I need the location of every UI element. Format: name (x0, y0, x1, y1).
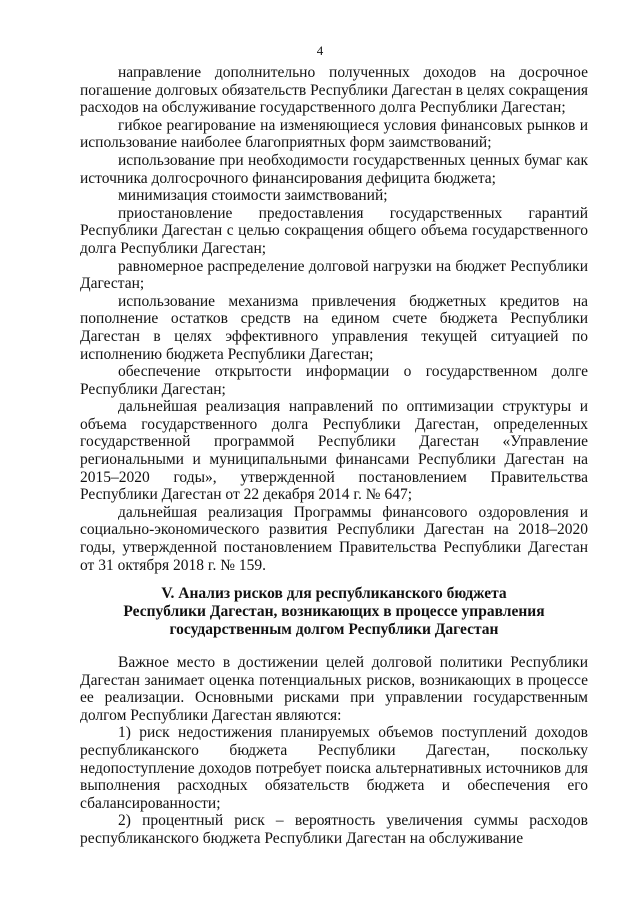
paragraph: обеспечение открытости информации о государственном долге Республики Дагестан; (80, 363, 588, 398)
paragraph: дальнейшая реализация Программы финансового оздоровления и социально-экономического развития Республики Дагестан на 2018–2020 годы, утвержденной постановлением Правительства Республики Дагестан от 31 октября 2018 г. № 159. (80, 503, 588, 574)
page-number: 4 (316, 43, 324, 58)
paragraph: Важное место в достижении целей долговой политики Республики Дагестан занимает оценка потенциальных рисков, возникающих в процессе ее реализации. Основными рисками при управлении государственным долгом Республики Дагестан являются: (80, 654, 588, 724)
section-heading (80, 585, 588, 639)
section-heading-line: Республики Дагестан, возникающих в процессе управления (123, 603, 545, 620)
risk-analysis-text (80, 654, 588, 848)
paragraph: дальнейшая реализация направлений по оптимизации структуры и объема государственного долга Республики Дагестан, определенных государственной программой Республики Дагестан «Управление региональными и муниципальными финансами Республики Дагестан на 2015–2020 годы», утвержденной постановлением Правительства Республики Дагестан от 22 декабря 2014 г. № 647; (80, 398, 588, 504)
paragraph: минимизация стоимости заимствований; (118, 187, 388, 205)
paragraph: равномерное распределение долговой нагрузки на бюджет Республики Дагестан; (80, 257, 588, 293)
paragraph: 1) риск недостижения планируемых объемов поступлений доходов республиканского бюджета Республики Дагестан, поскольку недопоступление доходов потребует поиска альтернативных источников для выполнения расходных обязательств бюджета и обеспечения его сбалансированности; (80, 724, 588, 812)
paragraph: 2) процентный риск – вероятность увеличения суммы расходов республиканского бюджета Республики Дагестан на обслуживание (80, 812, 588, 847)
paragraph: использование при необходимости государственных ценных бумаг как источника долгосрочного финансирования дефицита бюджета; (80, 151, 588, 187)
debt-policy-directions (80, 64, 588, 574)
paragraph: гибкое реагирование на изменяющиеся условия финансовых рынков и использование наиболее благоприятных форм заимствований; (80, 116, 588, 152)
paragraph: приостановление предоставления государственных гарантий Республики Дагестан с целью сокращения общего объема государственного долга Республики Дагестан; (80, 204, 588, 257)
section-heading-line: государственным долгом Республики Дагестан (169, 621, 499, 638)
paragraph: использование механизма привлечения бюджетных кредитов на пополнение остатков средств на едином счете бюджета Республики Дагестан в целях эффективного управления текущей ситуацией по исполнению бюджета Республики Дагестан; (80, 292, 588, 363)
section-heading-line: V. Анализ рисков для республиканского бюджета (161, 585, 507, 602)
paragraph: направление дополнительно полученных доходов на досрочное погашение долговых обязательств Республики Дагестан в целях сокращения расходов на обслуживание государственного долга Республики Дагестан; (80, 64, 588, 117)
